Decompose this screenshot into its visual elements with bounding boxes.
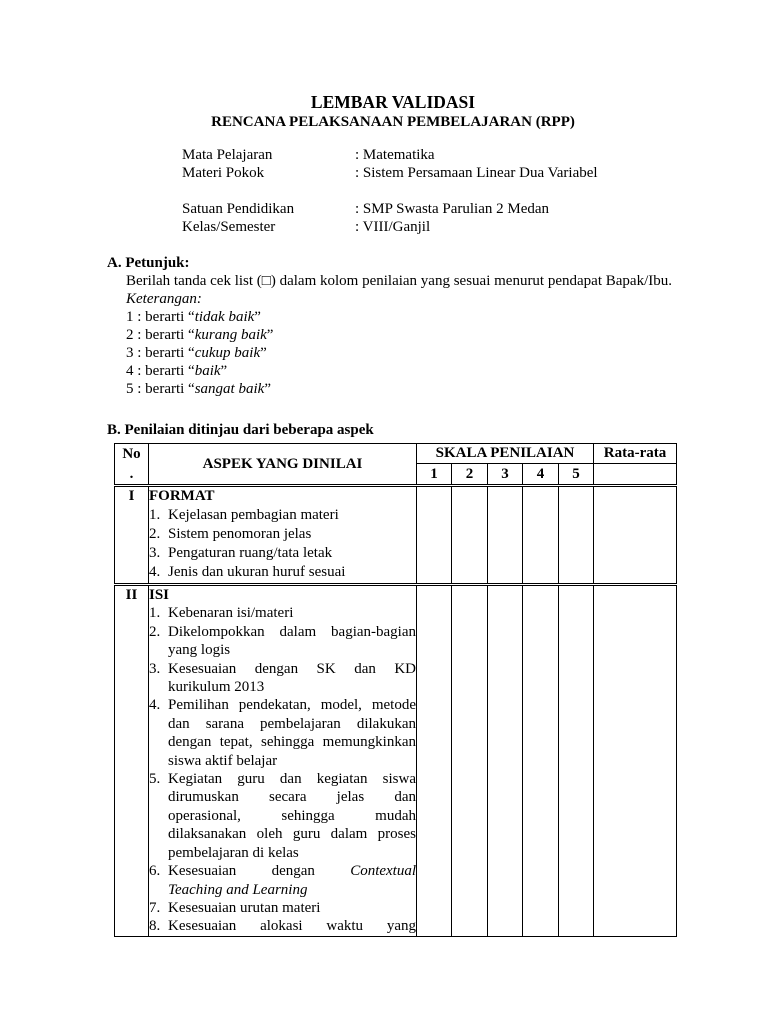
criterion-line: Pengaturan ruang/tata letak: [168, 545, 333, 561]
criterion-number: 6.: [149, 863, 161, 880]
criterion-number: 3.: [149, 545, 161, 561]
info-label: Satuan Pendidikan: [182, 201, 295, 217]
instruction-text: Berilah tanda cek list (□) dalam kolom penilaian yang sesuai menurut pendapat Bapak/Ibu.: [126, 273, 672, 289]
criterion-line: [168, 862, 416, 880]
criterion-line: Kesesuaian alokasi waktu yang: [168, 918, 416, 935]
criterion-text: [168, 563, 416, 582]
info-row-topic: [182, 164, 598, 182]
scale-legend-suffix: ”: [266, 327, 274, 343]
scale-legend-item: [107, 308, 672, 326]
scale-legend-prefix: 4 : berarti “: [126, 363, 195, 379]
scale-legend-suffix: ”: [260, 345, 267, 361]
info-label: Materi Pokok: [182, 165, 265, 181]
criterion-text: [168, 544, 416, 563]
info-row-class-semester: [182, 218, 598, 236]
scale-legend-prefix: 2 : berarti “: [126, 327, 195, 343]
criterion-item: [149, 770, 416, 862]
criterion-line: pembelajaran di kelas: [168, 844, 299, 861]
criterion-item: [149, 604, 416, 622]
info-value: : SMP Swasta Parulian 2 Medan: [355, 201, 550, 217]
average-subheader-empty: [594, 464, 677, 486]
scale-legend-term: cukup baik: [194, 345, 261, 361]
criterion-item: [149, 525, 416, 544]
criterion-number: 2.: [149, 623, 161, 640]
table-row-format: [115, 486, 677, 585]
criterion-number: 1.: [149, 605, 161, 622]
score-cell-3: [488, 486, 523, 585]
criterion-item: [149, 862, 416, 899]
criterion-line: operasional, sehingga mudah: [168, 807, 416, 824]
criterion-line: Kejelasan pembagian materi: [168, 507, 339, 523]
table-row-content: [115, 585, 677, 937]
criterion-line: Kesesuaian dengan SK dan KD: [168, 660, 416, 677]
section-heading: A. Petunjuk:: [107, 255, 190, 271]
info-row-school: [182, 200, 598, 218]
criterion-item: [149, 899, 416, 917]
info-label: Kelas/Semester: [182, 219, 276, 235]
info-label: Mata Pelajaran: [182, 147, 273, 163]
criterion-text: [168, 604, 416, 622]
row-number: I: [115, 486, 149, 585]
score-cell-4: [523, 585, 559, 937]
criterion-text: [168, 696, 416, 770]
scale-legend-suffix: ”: [264, 381, 271, 397]
criterion-item: [149, 696, 416, 770]
category-title: FORMAT: [149, 488, 215, 504]
column-header-aspect: ASPEK YANG DINILAI: [149, 444, 417, 486]
criterion-item: [149, 917, 416, 935]
score-cell-5: [559, 585, 594, 937]
scale-legend-term: baik: [194, 363, 221, 379]
aspect-cell-format: [149, 486, 417, 585]
criterion-number: 4.: [149, 564, 161, 580]
criterion-number: 5.: [149, 771, 161, 788]
score-cell-1: [417, 585, 452, 937]
assessment-table: [114, 443, 677, 937]
criterion-line: dirumuskan secara jelas dan: [168, 789, 416, 806]
scale-legend-prefix: 3 : berarti “: [126, 345, 195, 361]
scale-legend-term: tidak baik: [194, 309, 255, 325]
info-value: : Sistem Persamaan Linear Dua Variabel: [355, 165, 598, 181]
info-spacer: [182, 182, 598, 200]
aspect-cell-content: [149, 585, 417, 937]
scale-column-2: 2: [452, 464, 488, 486]
average-cell: [594, 585, 677, 937]
identity-block: [182, 146, 598, 236]
scale-legend-prefix: 1 : berarti “: [126, 309, 195, 325]
criterion-text: [168, 506, 416, 525]
criterion-item: [149, 660, 416, 697]
scale-column-1: 1: [417, 464, 452, 486]
assessment-section: [107, 421, 374, 439]
criterion-line: dengan tepat, sehingga memungkinkan: [168, 734, 416, 751]
info-row-subject: [182, 146, 598, 164]
scale-legend-term: kurang baik: [194, 327, 267, 343]
column-header-number-line: .: [129, 466, 134, 482]
criterion-line-italic: Teaching and Learning: [168, 881, 308, 898]
criterion-text: [168, 623, 416, 660]
legend-label-text: Keterangan:: [126, 291, 202, 307]
criterion-line: Jenis dan ukuran huruf sesuai: [168, 564, 346, 580]
criterion-item: [149, 544, 416, 563]
scale-legend-item: [107, 344, 672, 362]
average-cell: [594, 486, 677, 585]
criterion-line: Sistem penomoran jelas: [168, 526, 312, 542]
category-title: ISI: [149, 587, 170, 603]
criterion-item: [149, 506, 416, 525]
criterion-line: Pemilihan pendekatan, model, metode: [168, 697, 416, 714]
criterion-line: [168, 881, 416, 899]
criterion-text: [168, 917, 416, 935]
column-header-average: Rata-rata: [594, 444, 677, 464]
scale-legend-suffix: ”: [254, 309, 261, 325]
scale-column-4: 4: [523, 464, 559, 486]
document-title: LEMBAR VALIDASI: [310, 92, 476, 112]
criterion-line: kurikulum 2013: [168, 679, 265, 696]
score-cell-2: [452, 585, 488, 937]
scale-legend-item: [107, 326, 672, 344]
scale-column-3: 3: [488, 464, 523, 486]
criterion-text: [168, 660, 416, 697]
score-cell-5: [559, 486, 594, 585]
criterion-text: [168, 899, 416, 917]
criterion-number: 4.: [149, 697, 161, 714]
scale-legend-term: sangat baik: [194, 381, 265, 397]
criterion-line: Kegiatan guru dan kegiatan siswa: [168, 771, 416, 788]
column-header-number: [115, 444, 149, 486]
criterion-line: yang logis: [168, 642, 231, 659]
score-cell-1: [417, 486, 452, 585]
criterion-line: Kebenaran isi/materi: [168, 605, 294, 622]
criterion-line: siswa aktif belajar: [168, 752, 278, 769]
column-header-number-line: No: [122, 446, 141, 462]
score-cell-2: [452, 486, 488, 585]
criterion-text: [168, 862, 416, 899]
criterion-number: 7.: [149, 899, 161, 916]
criterion-number: 3.: [149, 660, 161, 677]
score-cell-4: [523, 486, 559, 585]
section-heading: B. Penilaian ditinjau dari beberapa aspek: [107, 422, 374, 438]
info-value: : Matematika: [355, 147, 435, 163]
criterion-item: [149, 563, 416, 582]
criterion-text: [168, 770, 416, 862]
scale-legend-prefix: 5 : berarti “: [126, 381, 195, 397]
criterion-line-italic: Contextual: [350, 863, 417, 880]
criterion-line: Kesesuaian urutan materi: [168, 899, 321, 916]
criterion-number: 1.: [149, 507, 161, 523]
criterion-number: 2.: [149, 526, 161, 542]
criterion-line: dilaksanakan oleh guru dalam proses: [168, 826, 416, 843]
criterion-line: dan sarana pembelajaran dilakukan: [168, 715, 416, 732]
document-subtitle: RENCANA PELAKSANAAN PEMBELAJARAN (RPP): [211, 114, 575, 130]
scale-legend-item: [107, 362, 672, 380]
table-header-row: [115, 444, 677, 464]
scale-legend-suffix: ”: [220, 363, 228, 379]
criterion-line: Dikelompokkan dalam bagian-bagian: [168, 623, 416, 640]
scale-column-5: 5: [559, 464, 594, 486]
info-value: : VIII/Ganjil: [355, 219, 431, 235]
criterion-item: [149, 623, 416, 660]
row-number: II: [115, 585, 149, 937]
scale-legend-item: [107, 380, 672, 398]
instructions-section: [107, 254, 672, 398]
criterion-text: [168, 525, 416, 544]
score-cell-3: [488, 585, 523, 937]
criterion-line-plain: Kesesuaian dengan: [168, 863, 315, 880]
legend-label: [107, 290, 672, 308]
criterion-number: 8.: [149, 918, 161, 935]
column-header-rating-scale: SKALA PENILAIAN: [417, 444, 594, 464]
